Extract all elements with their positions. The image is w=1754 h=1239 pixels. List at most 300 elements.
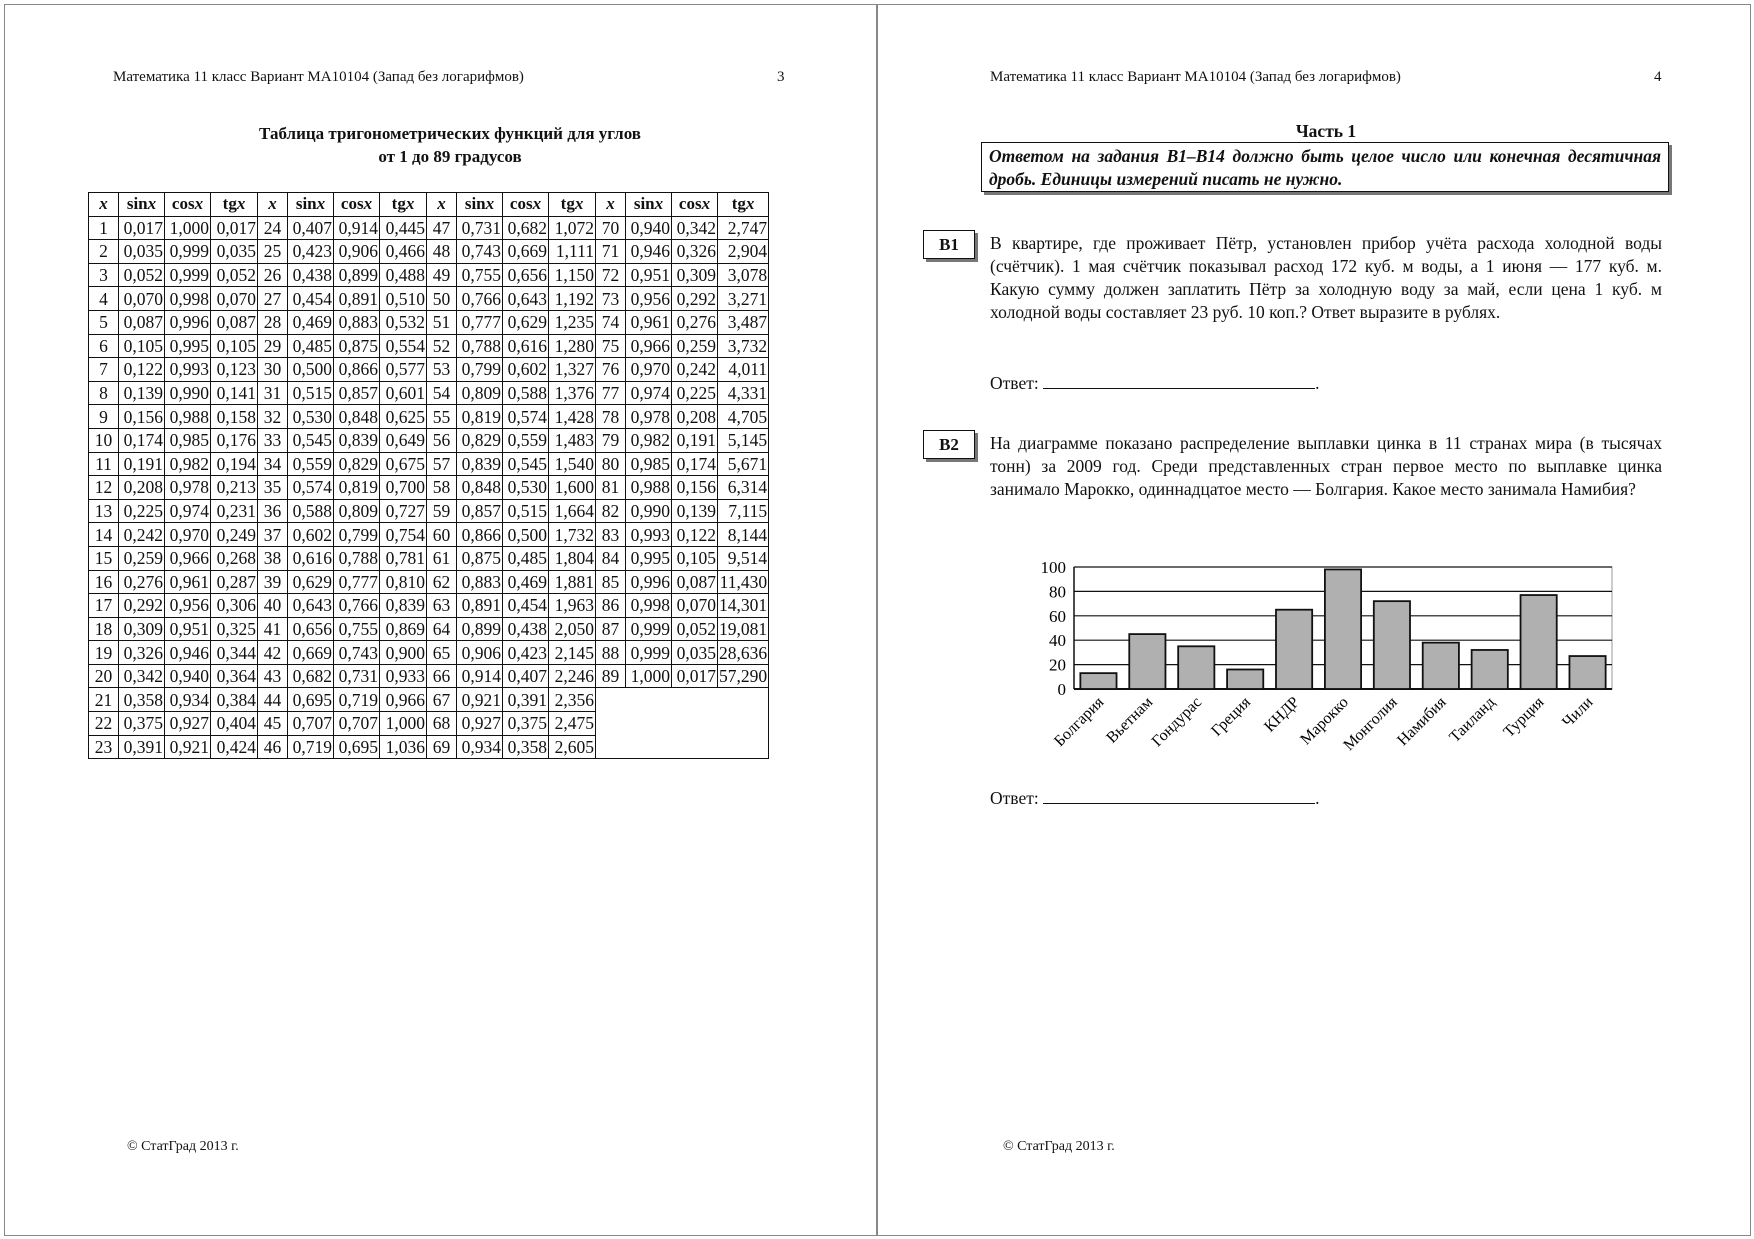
cos-cell: 0,995 bbox=[165, 334, 211, 358]
zinc-bar-chart bbox=[1030, 550, 1630, 780]
tg-cell: 57,290 bbox=[719, 666, 768, 687]
tg-cell: 0,194 bbox=[211, 452, 258, 476]
sin-cell: 0,999 bbox=[626, 641, 672, 665]
instruction-box: Ответом на задания В1–В14 должно быть целое число или конечная десятичная дробь. Единицы измерений писать не нужно. bbox=[981, 142, 1669, 192]
sin-cell: 0,500 bbox=[288, 358, 334, 382]
x-tick-label: Вьетнам bbox=[1103, 693, 1157, 747]
cos-cell: 0,438 bbox=[503, 617, 549, 641]
angle-cell: 85 bbox=[596, 570, 626, 594]
sin-cell: 0,857 bbox=[457, 499, 503, 523]
cos-cell: 0,961 bbox=[165, 570, 211, 594]
tg-cell: 0,900 bbox=[380, 641, 427, 665]
y-tick-label: 100 bbox=[1040, 558, 1066, 577]
cos-cell: 0,999 bbox=[165, 263, 211, 287]
cos-cell: 0,530 bbox=[503, 476, 549, 500]
tg-cell: 0,754 bbox=[380, 523, 427, 547]
table-row bbox=[89, 216, 769, 240]
sin-cell: 0,996 bbox=[626, 570, 672, 594]
cos-cell: 0,940 bbox=[165, 664, 211, 688]
sin-cell: 0,788 bbox=[457, 334, 503, 358]
tg-cell: 1,000 bbox=[380, 712, 427, 736]
cos-cell: 0,574 bbox=[503, 405, 549, 429]
cos-cell: 0,809 bbox=[334, 499, 380, 523]
tg-cell: 2,050 bbox=[549, 617, 596, 641]
sin-cell: 0,174 bbox=[119, 428, 165, 452]
cos-cell: 0,545 bbox=[503, 452, 549, 476]
tg-cell: 3,487 bbox=[718, 310, 769, 334]
cos-cell: 0,407 bbox=[503, 664, 549, 688]
sin-cell: 0,956 bbox=[626, 287, 672, 311]
angle-cell: 82 bbox=[596, 499, 626, 523]
tg-cell: 1,540 bbox=[549, 452, 596, 476]
angle-cell: 2 bbox=[89, 240, 119, 264]
bar-5 bbox=[1276, 610, 1312, 689]
sin-cell: 0,966 bbox=[626, 334, 672, 358]
column-header: tgx bbox=[380, 193, 427, 217]
sin-cell: 0,777 bbox=[457, 310, 503, 334]
cos-cell: 0,848 bbox=[334, 405, 380, 429]
tg-cell: 4,705 bbox=[718, 405, 769, 429]
cos-cell: 0,921 bbox=[165, 735, 211, 759]
cos-cell: 0,927 bbox=[165, 712, 211, 736]
sin-cell: 0,485 bbox=[288, 334, 334, 358]
bar-2 bbox=[1129, 634, 1165, 689]
column-header: cosx bbox=[503, 193, 549, 217]
sin-cell: 0,259 bbox=[119, 546, 165, 570]
question-text-b2: На диаграмме показано распределение выплавки цинка в 11 странах мира (в тысячах тонн) за 2009 год. Среди представленных стран первое место по выплавке цинка занимало Марокко, одиннадцатое место — Болгария. Какое место занимала Намибия? bbox=[990, 433, 1662, 499]
tg-cell: 14,301 bbox=[719, 595, 768, 616]
sin-cell: 0,292 bbox=[119, 594, 165, 618]
table-row bbox=[89, 240, 769, 264]
x-tick-label: Монголия bbox=[1340, 693, 1401, 755]
angle-cell: 26 bbox=[258, 263, 288, 287]
sin-cell: 0,970 bbox=[626, 358, 672, 382]
cos-cell: 0,485 bbox=[503, 546, 549, 570]
sin-cell: 0,809 bbox=[457, 381, 503, 405]
column-header: sinx bbox=[626, 193, 672, 217]
angle-cell: 14 bbox=[89, 523, 119, 547]
table-row bbox=[89, 428, 769, 452]
tg-cell: 0,249 bbox=[211, 523, 258, 547]
tg-cell: 28,636 bbox=[719, 642, 768, 663]
angle-cell: 61 bbox=[427, 546, 457, 570]
tg-cell: 1,963 bbox=[549, 594, 596, 618]
tg-cell: 0,966 bbox=[380, 688, 427, 712]
cos-cell: 0,974 bbox=[165, 499, 211, 523]
tg-cell: 0,052 bbox=[211, 263, 258, 287]
cos-cell: 0,469 bbox=[503, 570, 549, 594]
tg-cell: 0,306 bbox=[211, 594, 258, 618]
angle-cell: 40 bbox=[258, 594, 288, 618]
tg-cell: 0,287 bbox=[211, 570, 258, 594]
angle-cell: 75 bbox=[596, 334, 626, 358]
bar-6 bbox=[1325, 569, 1361, 689]
cos-cell: 0,616 bbox=[503, 334, 549, 358]
page-number: 4 bbox=[1654, 69, 1662, 85]
tg-cell: 0,268 bbox=[211, 546, 258, 570]
sin-cell: 0,070 bbox=[119, 287, 165, 311]
tg-cell: 1,376 bbox=[549, 381, 596, 405]
angle-cell: 78 bbox=[596, 405, 626, 429]
tg-cell: 4,331 bbox=[718, 381, 769, 405]
angle-cell: 56 bbox=[427, 428, 457, 452]
page-footer: © СтатГрад 2013 г. bbox=[127, 1139, 239, 1154]
table-title-line1: Таблица тригонометрических функций для углов bbox=[259, 124, 641, 143]
bar-7 bbox=[1374, 601, 1410, 689]
x-tick-label: Марокко bbox=[1297, 693, 1352, 749]
cos-cell: 0,982 bbox=[165, 452, 211, 476]
tg-cell: 6,314 bbox=[718, 476, 769, 500]
sin-cell: 0,052 bbox=[119, 263, 165, 287]
sin-cell: 0,629 bbox=[288, 570, 334, 594]
cos-cell: 0,326 bbox=[672, 240, 718, 264]
angle-cell: 60 bbox=[427, 523, 457, 547]
angle-cell: 29 bbox=[258, 334, 288, 358]
sin-cell: 0,985 bbox=[626, 452, 672, 476]
angle-cell: 67 bbox=[427, 688, 457, 712]
angle-cell: 49 bbox=[427, 263, 457, 287]
cos-cell: 0,951 bbox=[165, 617, 211, 641]
tg-cell: 0,675 bbox=[380, 452, 427, 476]
sin-cell: 0,707 bbox=[288, 712, 334, 736]
angle-cell: 81 bbox=[596, 476, 626, 500]
column-header: tgx bbox=[549, 193, 596, 217]
cos-cell: 0,985 bbox=[165, 428, 211, 452]
cos-cell: 0,755 bbox=[334, 617, 380, 641]
answer-label: Ответ: bbox=[990, 373, 1039, 393]
angle-cell: 44 bbox=[258, 688, 288, 712]
cos-cell: 0,191 bbox=[672, 428, 718, 452]
cos-cell: 0,070 bbox=[672, 594, 718, 618]
angle-cell: 24 bbox=[258, 216, 288, 240]
sin-cell: 0,799 bbox=[457, 358, 503, 382]
angle-cell: 50 bbox=[427, 287, 457, 311]
tg-cell: 1,804 bbox=[549, 546, 596, 570]
sin-cell: 0,515 bbox=[288, 381, 334, 405]
sin-cell: 0,139 bbox=[119, 381, 165, 405]
x-tick-label: Гондурас bbox=[1148, 693, 1206, 751]
sin-cell: 0,891 bbox=[457, 594, 503, 618]
column-header: x bbox=[596, 193, 626, 217]
sin-cell: 0,602 bbox=[288, 523, 334, 547]
sin-cell: 0,914 bbox=[457, 664, 503, 688]
y-tick-label: 80 bbox=[1049, 582, 1066, 602]
column-header: cosx bbox=[334, 193, 380, 217]
sin-cell: 0,988 bbox=[626, 476, 672, 500]
sin-cell: 0,719 bbox=[288, 735, 334, 759]
tg-cell: 0,141 bbox=[211, 381, 258, 405]
tg-cell: 1,150 bbox=[549, 263, 596, 287]
sin-cell: 0,883 bbox=[457, 570, 503, 594]
tg-cell: 1,881 bbox=[549, 570, 596, 594]
cos-cell: 0,017 bbox=[672, 664, 718, 688]
tg-cell: 2,246 bbox=[549, 664, 596, 688]
sin-cell: 0,946 bbox=[626, 240, 672, 264]
sin-cell: 0,866 bbox=[457, 523, 503, 547]
y-tick-label: 20 bbox=[1049, 655, 1066, 675]
cos-cell: 0,087 bbox=[672, 570, 718, 594]
table-row bbox=[89, 664, 769, 688]
x-tick-label: КНДР bbox=[1261, 693, 1303, 736]
cos-cell: 0,777 bbox=[334, 570, 380, 594]
sin-cell: 1,000 bbox=[626, 664, 672, 688]
cos-cell: 0,743 bbox=[334, 641, 380, 665]
answer-field-b1[interactable]: Ответ: . bbox=[990, 373, 1320, 393]
angle-cell: 72 bbox=[596, 263, 626, 287]
angle-cell: 6 bbox=[89, 334, 119, 358]
table-row bbox=[89, 381, 769, 405]
tg-cell: 1,428 bbox=[549, 405, 596, 429]
angle-cell: 68 bbox=[427, 712, 457, 736]
column-header: x bbox=[258, 193, 288, 217]
sin-cell: 0,454 bbox=[288, 287, 334, 311]
angle-cell: 74 bbox=[596, 310, 626, 334]
cos-cell: 0,035 bbox=[672, 641, 718, 665]
angle-cell: 27 bbox=[258, 287, 288, 311]
cos-cell: 0,857 bbox=[334, 381, 380, 405]
tg-cell: 0,781 bbox=[380, 546, 427, 570]
tg-cell: 0,344 bbox=[211, 641, 258, 665]
angle-cell: 54 bbox=[427, 381, 457, 405]
table-row bbox=[89, 499, 769, 523]
angle-cell: 10 bbox=[89, 428, 119, 452]
tg-cell: 0,070 bbox=[211, 287, 258, 311]
angle-cell: 57 bbox=[427, 452, 457, 476]
sin-cell: 0,545 bbox=[288, 428, 334, 452]
sin-cell: 0,755 bbox=[457, 263, 503, 287]
sin-cell: 0,743 bbox=[457, 240, 503, 264]
cos-cell: 0,829 bbox=[334, 452, 380, 476]
empty-cell bbox=[596, 688, 769, 759]
tg-cell: 0,017 bbox=[211, 216, 258, 240]
angle-cell: 86 bbox=[596, 594, 626, 618]
sin-cell: 0,982 bbox=[626, 428, 672, 452]
angle-cell: 4 bbox=[89, 287, 119, 311]
cos-cell: 0,934 bbox=[165, 688, 211, 712]
tg-cell: 1,036 bbox=[380, 735, 427, 759]
column-header: tgx bbox=[718, 193, 769, 217]
tg-cell: 0,577 bbox=[380, 358, 427, 382]
page-header: Математика 11 класс Вариант МА10104 (Запад без логарифмов) bbox=[113, 69, 524, 85]
cos-cell: 0,875 bbox=[334, 334, 380, 358]
tg-cell: 1,327 bbox=[549, 358, 596, 382]
cos-cell: 0,891 bbox=[334, 287, 380, 311]
angle-cell: 59 bbox=[427, 499, 457, 523]
tg-cell: 0,869 bbox=[380, 617, 427, 641]
angle-cell: 89 bbox=[596, 664, 626, 688]
y-tick-label: 60 bbox=[1049, 606, 1066, 626]
angle-cell: 71 bbox=[596, 240, 626, 264]
cos-cell: 0,105 bbox=[672, 546, 718, 570]
sin-cell: 0,035 bbox=[119, 240, 165, 264]
x-tick-label: Намибия bbox=[1394, 693, 1450, 750]
cos-cell: 0,292 bbox=[672, 287, 718, 311]
tg-cell: 9,514 bbox=[718, 546, 769, 570]
tg-cell: 0,810 bbox=[380, 570, 427, 594]
angle-cell: 55 bbox=[427, 405, 457, 429]
cos-cell: 0,515 bbox=[503, 499, 549, 523]
question-label-b2: B2 bbox=[923, 430, 975, 459]
cos-cell: 0,156 bbox=[672, 476, 718, 500]
angle-cell: 42 bbox=[258, 641, 288, 665]
angle-cell: 16 bbox=[89, 570, 119, 594]
cos-cell: 0,225 bbox=[672, 381, 718, 405]
answer-line[interactable] bbox=[1043, 788, 1315, 804]
tg-cell: 0,700 bbox=[380, 476, 427, 500]
angle-cell: 66 bbox=[427, 664, 457, 688]
angle-cell: 33 bbox=[258, 428, 288, 452]
y-tick-label: 0 bbox=[1057, 680, 1066, 699]
cos-cell: 0,766 bbox=[334, 594, 380, 618]
sin-cell: 0,682 bbox=[288, 664, 334, 688]
angle-cell: 3 bbox=[89, 263, 119, 287]
angle-cell: 5 bbox=[89, 310, 119, 334]
sin-cell: 0,242 bbox=[119, 523, 165, 547]
angle-cell: 45 bbox=[258, 712, 288, 736]
cos-cell: 0,988 bbox=[165, 405, 211, 429]
tg-cell: 1,192 bbox=[549, 287, 596, 311]
angle-cell: 15 bbox=[89, 546, 119, 570]
tg-cell: 0,087 bbox=[211, 310, 258, 334]
sin-cell: 0,993 bbox=[626, 523, 672, 547]
cos-cell: 0,602 bbox=[503, 358, 549, 382]
x-tick-label: Таиланд bbox=[1446, 693, 1499, 747]
column-header: sinx bbox=[288, 193, 334, 217]
angle-cell: 65 bbox=[427, 641, 457, 665]
angle-cell: 12 bbox=[89, 476, 119, 500]
sin-cell: 0,974 bbox=[626, 381, 672, 405]
tg-cell: 0,384 bbox=[211, 688, 258, 712]
cos-cell: 0,139 bbox=[672, 499, 718, 523]
tg-cell: 3,078 bbox=[718, 263, 769, 287]
cos-cell: 0,682 bbox=[503, 216, 549, 240]
cos-cell: 0,999 bbox=[165, 240, 211, 264]
table-row bbox=[89, 310, 769, 334]
angle-cell: 38 bbox=[258, 546, 288, 570]
cos-cell: 0,629 bbox=[503, 310, 549, 334]
cos-cell: 0,993 bbox=[165, 358, 211, 382]
tg-cell: 0,510 bbox=[380, 287, 427, 311]
cos-cell: 0,899 bbox=[334, 263, 380, 287]
cos-cell: 0,358 bbox=[503, 735, 549, 759]
answer-line[interactable] bbox=[1043, 373, 1315, 389]
angle-cell: 18 bbox=[89, 617, 119, 641]
angle-cell: 9 bbox=[89, 405, 119, 429]
sin-cell: 0,656 bbox=[288, 617, 334, 641]
table-row bbox=[89, 617, 769, 641]
angle-cell: 30 bbox=[258, 358, 288, 382]
x-tick-label: Чили bbox=[1559, 693, 1597, 731]
sin-cell: 0,998 bbox=[626, 594, 672, 618]
tg-cell: 0,123 bbox=[211, 358, 258, 382]
cos-cell: 0,669 bbox=[503, 240, 549, 264]
angle-cell: 79 bbox=[596, 428, 626, 452]
sin-cell: 0,848 bbox=[457, 476, 503, 500]
sin-cell: 0,588 bbox=[288, 499, 334, 523]
angle-cell: 46 bbox=[258, 735, 288, 759]
angle-cell: 76 bbox=[596, 358, 626, 382]
cos-cell: 0,819 bbox=[334, 476, 380, 500]
angle-cell: 8 bbox=[89, 381, 119, 405]
sin-cell: 0,921 bbox=[457, 688, 503, 712]
tg-cell: 1,111 bbox=[549, 240, 596, 264]
tg-cell: 3,732 bbox=[718, 334, 769, 358]
cos-cell: 0,914 bbox=[334, 216, 380, 240]
cos-cell: 0,946 bbox=[165, 641, 211, 665]
tg-cell: 2,605 bbox=[549, 735, 596, 759]
answer-label: Ответ: bbox=[990, 788, 1039, 808]
cos-cell: 0,375 bbox=[503, 712, 549, 736]
angle-cell: 87 bbox=[596, 617, 626, 641]
cos-cell: 0,707 bbox=[334, 712, 380, 736]
sin-cell: 0,087 bbox=[119, 310, 165, 334]
sin-cell: 0,559 bbox=[288, 452, 334, 476]
sin-cell: 0,875 bbox=[457, 546, 503, 570]
angle-cell: 70 bbox=[596, 216, 626, 240]
trig-table bbox=[88, 192, 769, 759]
tg-cell: 7,115 bbox=[718, 499, 769, 523]
cos-cell: 0,731 bbox=[334, 664, 380, 688]
cos-cell: 0,342 bbox=[672, 216, 718, 240]
tg-cell: 2,747 bbox=[718, 216, 769, 240]
tg-cell: 5,145 bbox=[718, 428, 769, 452]
angle-cell: 52 bbox=[427, 334, 457, 358]
cos-cell: 0,906 bbox=[334, 240, 380, 264]
tg-cell: 2,145 bbox=[549, 641, 596, 665]
tg-cell: 2,356 bbox=[549, 688, 596, 712]
question-label-b1: B1 bbox=[923, 230, 975, 259]
sin-cell: 0,839 bbox=[457, 452, 503, 476]
cos-cell: 0,391 bbox=[503, 688, 549, 712]
angle-cell: 31 bbox=[258, 381, 288, 405]
tg-cell: 0,364 bbox=[211, 664, 258, 688]
cos-cell: 0,052 bbox=[672, 617, 718, 641]
x-tick-label: Греция bbox=[1208, 693, 1255, 740]
angle-cell: 20 bbox=[89, 664, 119, 688]
angle-cell: 25 bbox=[258, 240, 288, 264]
sin-cell: 0,423 bbox=[288, 240, 334, 264]
tg-cell: 4,011 bbox=[718, 358, 769, 382]
table-row bbox=[89, 476, 769, 500]
table-row bbox=[89, 287, 769, 311]
cos-cell: 0,966 bbox=[165, 546, 211, 570]
cos-cell: 0,500 bbox=[503, 523, 549, 547]
tg-cell: 2,904 bbox=[718, 240, 769, 264]
sin-cell: 0,995 bbox=[626, 546, 672, 570]
tg-cell: 0,404 bbox=[211, 712, 258, 736]
tg-cell: 8,144 bbox=[718, 523, 769, 547]
sin-cell: 0,961 bbox=[626, 310, 672, 334]
sin-cell: 0,342 bbox=[119, 664, 165, 688]
page-number: 3 bbox=[777, 69, 785, 85]
y-tick-label: 40 bbox=[1049, 631, 1066, 651]
bar-9 bbox=[1472, 650, 1508, 689]
page-footer: © СтатГрад 2013 г. bbox=[1003, 1139, 1115, 1154]
sin-cell: 0,906 bbox=[457, 641, 503, 665]
tg-cell: 0,105 bbox=[211, 334, 258, 358]
table-title-line2: от 1 до 89 градусов bbox=[378, 147, 522, 166]
cos-cell: 0,956 bbox=[165, 594, 211, 618]
sin-cell: 0,276 bbox=[119, 570, 165, 594]
sin-cell: 0,940 bbox=[626, 216, 672, 240]
tg-cell: 0,625 bbox=[380, 405, 427, 429]
table-row bbox=[89, 641, 769, 665]
angle-cell: 48 bbox=[427, 240, 457, 264]
angle-cell: 13 bbox=[89, 499, 119, 523]
answer-field-b2[interactable]: Ответ: . bbox=[990, 788, 1320, 808]
tg-cell: 0,488 bbox=[380, 263, 427, 287]
tg-cell: 19,081 bbox=[719, 618, 768, 639]
